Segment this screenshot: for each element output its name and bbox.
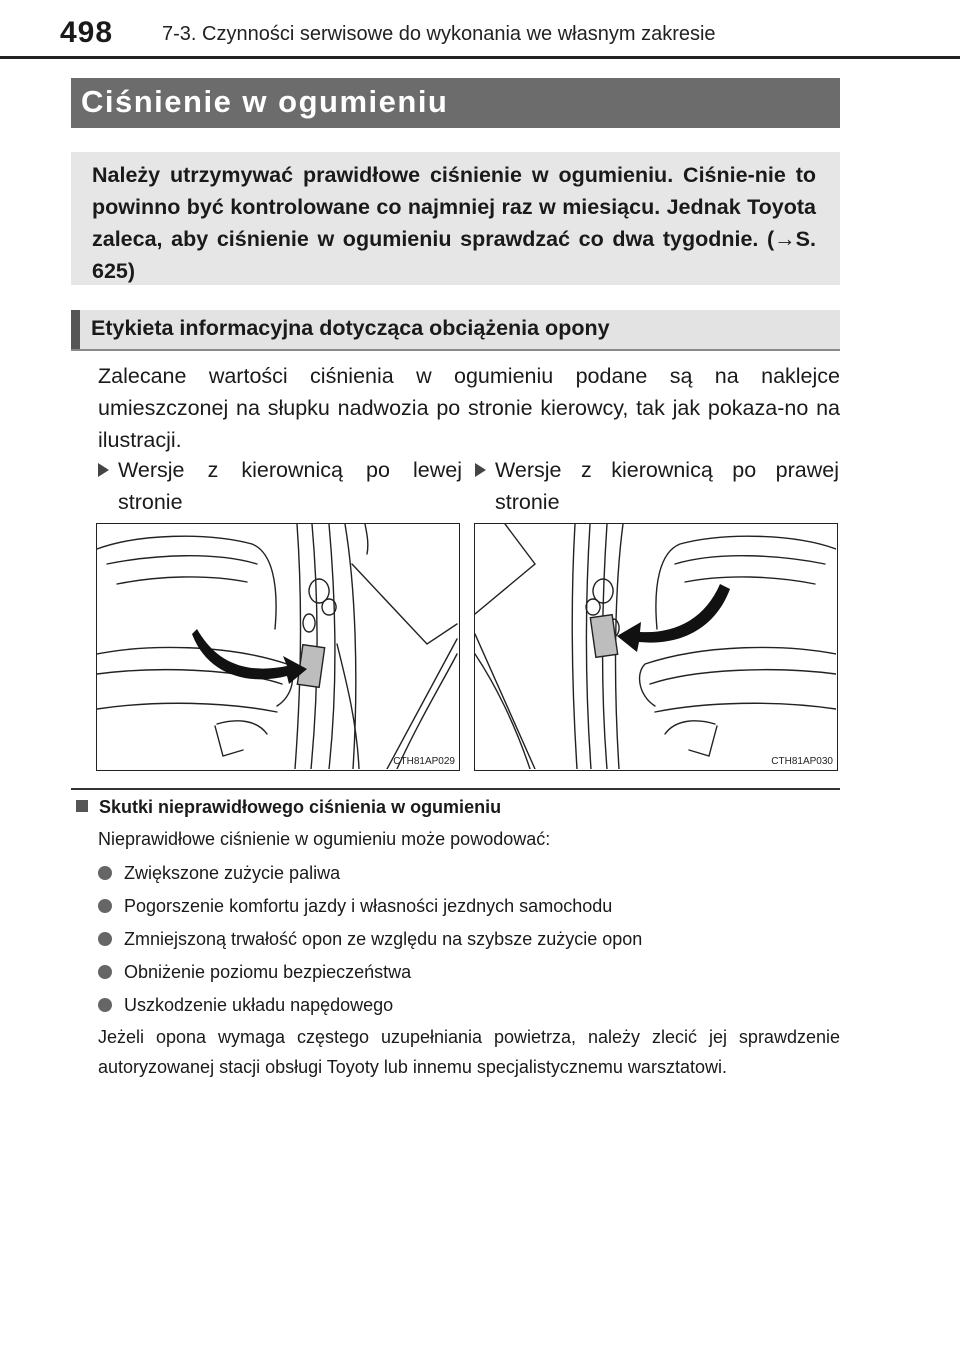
page-header bbox=[60, 16, 960, 56]
door-pillar-drawing bbox=[97, 524, 458, 769]
intro-text: Należy utrzymywać prawidłowe ciśnienie w ogumieniu. Ciśnie-nie to powinno być kontrolowane co najmniej raz w miesiącu. Jednak Toyota zaleca, aby ciśnienie w ogumieniu sprawdzać co dwa tygodnie. (→S. 625) bbox=[92, 163, 816, 283]
section-body: Zalecane wartości ciśnienia w ogumieniu podane są na naklejce umieszczonej na słupku nadwozia po stronie kierowcy, tak jak pokaza-no na ilustracji. bbox=[98, 364, 840, 452]
page-number: 498 bbox=[60, 16, 114, 49]
effects-heading bbox=[76, 797, 501, 818]
circle-bullet-icon bbox=[98, 965, 112, 979]
figure-code: CTH81AP029 bbox=[393, 756, 455, 767]
triangle-bullet-icon bbox=[475, 463, 486, 477]
variant-label: Wersje z kierownicą po lewej stronie bbox=[118, 458, 462, 514]
circle-bullet-icon bbox=[98, 998, 112, 1012]
list-item bbox=[98, 992, 642, 1025]
page-title-bar bbox=[71, 78, 840, 128]
page-title: Ciśnienie w ogumieniu bbox=[81, 84, 449, 119]
square-bullet-icon bbox=[76, 800, 88, 812]
list-item-text: Uszkodzenie układu napędowego bbox=[124, 995, 394, 1015]
door-pillar-drawing bbox=[475, 524, 836, 769]
circle-bullet-icon bbox=[98, 899, 112, 913]
list-item bbox=[98, 926, 642, 959]
circle-bullet-icon bbox=[98, 866, 112, 880]
effects-intro: Nieprawidłowe ciśnienie w ogumieniu może powodować: bbox=[98, 829, 551, 849]
effects-list bbox=[98, 860, 642, 1025]
illustration-left-hand-drive bbox=[96, 523, 460, 771]
section-divider bbox=[71, 349, 840, 351]
intro-box bbox=[71, 152, 840, 285]
list-item-text: Zwiększone zużycie paliwa bbox=[124, 863, 341, 883]
header-divider bbox=[0, 56, 960, 59]
list-item-text: Obniżenie poziomu bezpieczeństwa bbox=[124, 962, 412, 982]
closing-text: Jeżeli opona wymaga częstego uzupełniania powietrza, należy zlecić jej sprawdzenie autoryzowanej stacji obsługi Toyoty lub innemu specjalistycznemu warsztatowi. bbox=[98, 1027, 840, 1077]
section-heading: Etykieta informacyjna dotycząca obciążenia opony bbox=[91, 316, 610, 340]
list-item bbox=[98, 959, 642, 992]
effects-heading-text: Skutki nieprawidłowego ciśnienia w ogumieniu bbox=[99, 797, 502, 817]
content-divider bbox=[71, 788, 840, 790]
list-item-text: Zmniejszoną trwałość opon ze względu na szybsze zużycie opon bbox=[124, 929, 643, 949]
circle-bullet-icon bbox=[98, 932, 112, 946]
variant-right-hand-drive bbox=[475, 454, 839, 518]
chapter-title: 7-3. Czynności serwisowe do wykonania we własnym zakresie bbox=[162, 23, 716, 45]
list-item bbox=[98, 860, 642, 893]
illustration-right-hand-drive bbox=[474, 523, 838, 771]
section-heading-bar bbox=[71, 310, 840, 350]
variant-label: Wersje z kierownicą po prawej stronie bbox=[495, 458, 839, 514]
list-item-text: Pogorszenie komfortu jazdy i własności jezdnych samochodu bbox=[124, 896, 613, 916]
variant-left-hand-drive bbox=[98, 454, 462, 518]
triangle-bullet-icon bbox=[98, 463, 109, 477]
figure-code: CTH81AP030 bbox=[771, 756, 833, 767]
list-item bbox=[98, 893, 642, 926]
